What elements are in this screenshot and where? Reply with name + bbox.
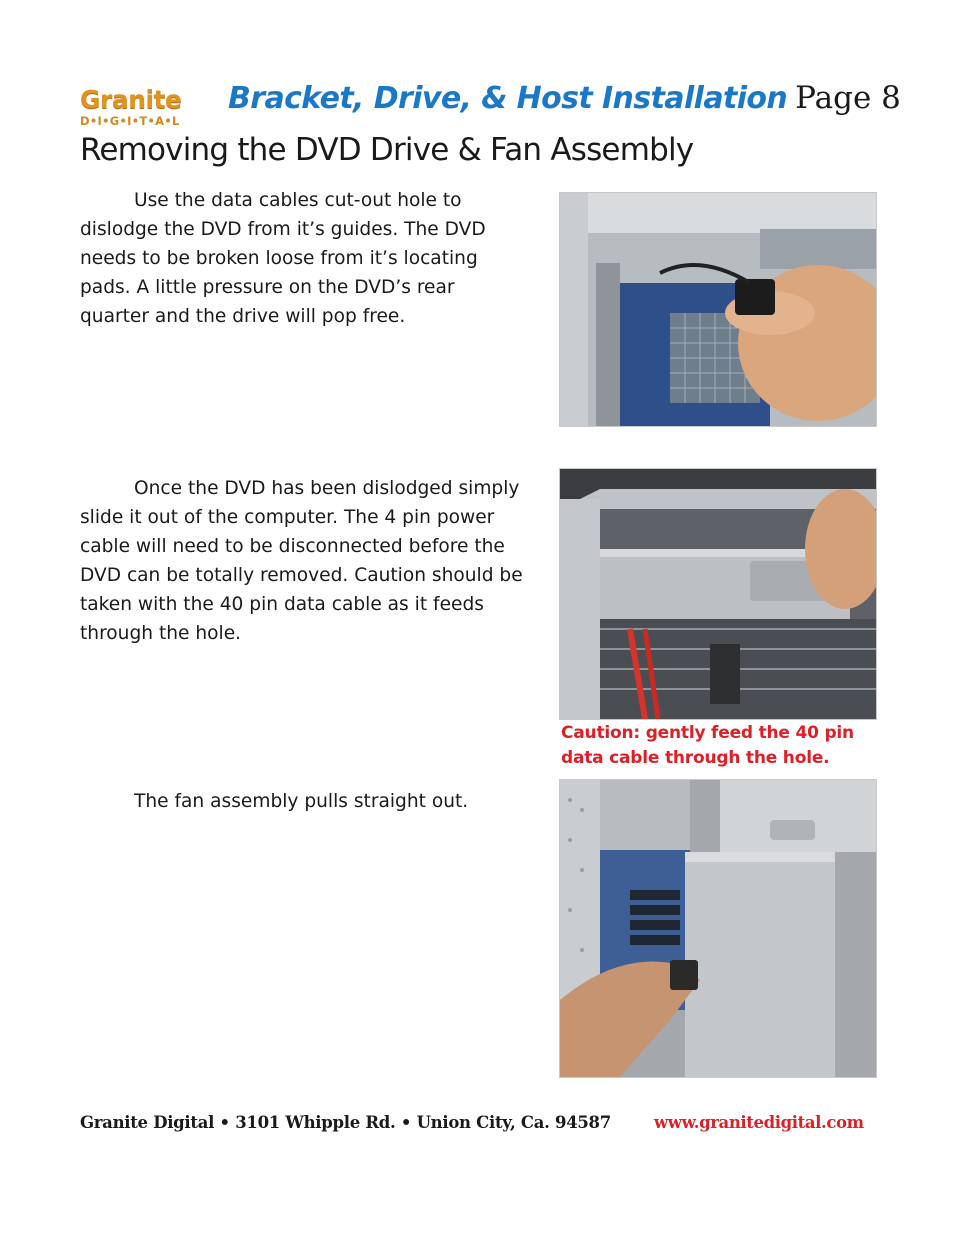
logo-wordmark: Granite bbox=[80, 85, 182, 114]
section-heading: Removing the DVD Drive & Fan Assembly bbox=[80, 132, 694, 168]
photo-fan-assembly bbox=[559, 779, 877, 1078]
instruction-paragraph-3: The fan assembly pulls straight out. bbox=[134, 791, 469, 812]
footer-website-link[interactable]: www.granitedigital.com bbox=[654, 1113, 864, 1132]
page-title: Bracket, Drive, & Host Installation bbox=[228, 81, 788, 116]
instruction-paragraph-2: Once the DVD has been dislodged simply slide it out of the computer. The 4 pin power cable will need to be disconnected before the DVD can be totally removed. Caution should be taken with the 40 pin data cable as it feeds through the hole. bbox=[80, 478, 523, 644]
photo-dislodge-dvd bbox=[559, 192, 877, 427]
photo-slide-dvd-out bbox=[559, 468, 877, 720]
page-header bbox=[228, 80, 928, 128]
page-number: Page 8 bbox=[795, 80, 901, 116]
caution-caption: Caution: gently feed the 40 pin data cable through the hole. bbox=[561, 723, 854, 768]
logo-subtext: D•I•G•I•T•A•L bbox=[80, 114, 180, 128]
granite-digital-logo bbox=[80, 86, 196, 132]
footer-address: Granite Digital • 3101 Whipple Rd. • Union City, Ca. 94587 bbox=[80, 1113, 611, 1132]
instruction-paragraph-1: Use the data cables cut-out hole to dislodge the DVD from it’s guides. The DVD needs to be broken loose from it’s locating pads. A little pressure on the DVD’s rear quarter and the drive will pop free. bbox=[80, 190, 486, 327]
